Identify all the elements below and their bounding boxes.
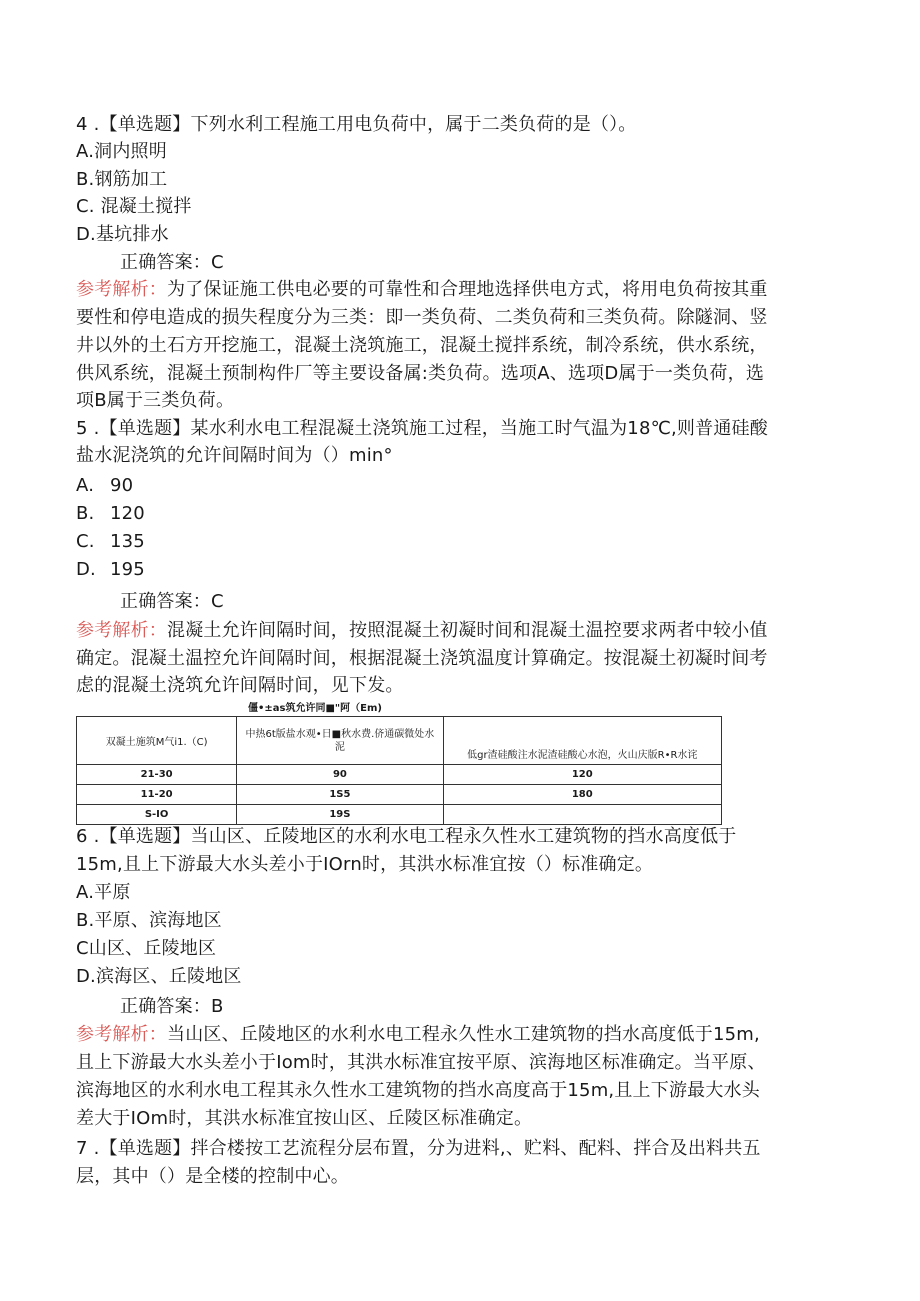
q6-option-d: D.滨海区、丘陵地区 <box>76 966 242 987</box>
q4-analysis-line-5: 项B属于三类负荷。 <box>76 390 235 411</box>
q4-analysis-line-2: 要性和停电造成的损失程度分为三类：即一类负荷、二类负荷和三类负荷。除隧洞、竖 <box>76 307 768 328</box>
table-row <box>77 805 722 825</box>
q7-stem-line-1: 7 .【单选题】拌合楼按工艺流程分层布置，分为进料,、贮料、配料、拌合及出料共五 <box>76 1138 761 1159</box>
q5-option-d-letter: D. <box>76 559 96 580</box>
q5-stem-line-1: 5 .【单选题】某水利水电工程混凝土浇筑施工过程，当施工时气温为18℃,则普通硅酸 <box>76 418 768 439</box>
table-header-row <box>77 717 722 765</box>
q4-analysis-label: 参考解析： <box>76 279 167 300</box>
q4-analysis-text-1: 为了保证施工供电必要的可靠性和合理地选择供电方式，将用电负荷按其重 <box>167 279 768 300</box>
q5-analysis-line-1 <box>76 617 768 645</box>
q5-stem-line-2: 盐水泥浇筑的允许间隔时间为（）min° <box>76 445 393 466</box>
table-cell: 120 <box>443 765 721 785</box>
q5-analysis-text-1: 混凝土允许间隔时间，按照混凝土初凝时间和混凝土温控要求两者中较小值 <box>167 620 768 641</box>
table-header-cell: 中热6t版盐水观•日■秋水费.侪通碳微处水泥 <box>237 717 443 765</box>
q6-option-b: B.平原、滨海地区 <box>76 910 222 931</box>
q5-analysis-label: 参考解析： <box>76 620 167 641</box>
table-cell: 21-30 <box>77 765 237 785</box>
q5-option-d-value: 195 <box>110 559 145 580</box>
table-title: 僵•±as筑允许同■"阿（Em) <box>248 703 382 714</box>
q5-option-b-value: 120 <box>110 503 145 524</box>
q4-option-b: B.钢筋加工 <box>76 169 168 190</box>
table-cell: 11-20 <box>77 785 237 805</box>
table-row <box>77 785 722 805</box>
q4-stem: 4 .【单选题】下列水利工程施工用电负荷中，属于二类负荷的是（）。 <box>76 114 637 135</box>
table-header-cell: 低gr渣硅酸注水泥渣硅酸心水泡，火山庆版R•R水诧 <box>443 717 721 765</box>
q5-option-c <box>76 528 145 556</box>
q5-option-b <box>76 500 145 528</box>
q5-analysis-line-2: 确定。混凝土温控允许间隔时间，根据混凝土浇筑温度计算确定。按混凝土初凝时间考 <box>76 648 768 669</box>
table-cell <box>443 805 721 825</box>
q6-option-a: A.平原 <box>76 882 131 903</box>
table-cell: 90 <box>237 765 443 785</box>
q5-option-a <box>76 472 133 500</box>
q4-analysis-line-3: 井以外的土石方开挖施工，混凝土浇筑施工，混凝土搅拌系统，制冷系统，供水系统， <box>76 335 768 356</box>
q5-answer: 正确答案：C <box>120 591 224 612</box>
q6-analysis-line-1 <box>76 1021 760 1049</box>
q5-option-a-letter: A. <box>76 475 95 496</box>
interval-table <box>76 716 722 825</box>
q4-answer: 正确答案：C <box>120 252 224 273</box>
q5-option-c-letter: C. <box>76 531 95 552</box>
table-header-cell: 双凝土施筑M气i1.（C) <box>77 717 237 765</box>
q5-analysis-line-3: 虑的混凝土浇筑允许间隔时间，见下发。 <box>76 675 404 696</box>
q4-option-d: D.基坑排水 <box>76 224 169 245</box>
table-cell: 19S <box>237 805 443 825</box>
q6-analysis-line-4: 差大于IOm时，其洪水标准宜按山区、丘陵区标准确定。 <box>76 1108 533 1129</box>
table-cell: 1S5 <box>237 785 443 805</box>
q5-option-b-letter: B. <box>76 503 95 524</box>
q6-stem-line-1: 6 .【单选题】当山区、丘陵地区的水利水电工程永久性水工建筑物的挡水高度低于 <box>76 826 737 847</box>
q4-option-a: A.洞内照明 <box>76 141 167 162</box>
table-cell: 180 <box>443 785 721 805</box>
q6-analysis-text-1: 当山区、丘陵地区的水利水电工程永久性水工建筑物的挡水高度低于15m, <box>167 1024 760 1045</box>
q5-option-a-value: 90 <box>110 475 134 496</box>
q6-analysis-line-3: 滨海地区的水利水电工程其永久性水工建筑物的挡水高度高于15m,且上下游最大水头 <box>76 1080 760 1101</box>
table-row <box>77 765 722 785</box>
q6-option-c: C山区、丘陵地区 <box>76 938 217 959</box>
q6-analysis-label: 参考解析： <box>76 1024 167 1045</box>
q6-stem-line-2: 15m,且上下游最大水头差小于IOrn时，其洪水标准宜按（）标准确定。 <box>76 854 654 875</box>
q4-analysis-line-4: 供风系统，混凝土预制构件厂等主要设备属:类负荷。选项A、选项D属于一类负荷，选 <box>76 363 765 384</box>
q7-stem-line-2: 层，其中（）是全楼的控制中心。 <box>76 1166 349 1187</box>
q5-option-c-value: 135 <box>110 531 145 552</box>
q4-analysis-line-1 <box>76 276 768 304</box>
q4-option-c: C. 混凝土搅拌 <box>76 196 192 217</box>
q5-option-d <box>76 556 145 584</box>
q6-answer: 正确答案：B <box>120 996 224 1017</box>
table-cell: S-IO <box>77 805 237 825</box>
q6-analysis-line-2: 且上下游最大水头差小于Iom时，其洪水标准宜按平原、滨海地区标准确定。当平原、 <box>76 1052 766 1073</box>
